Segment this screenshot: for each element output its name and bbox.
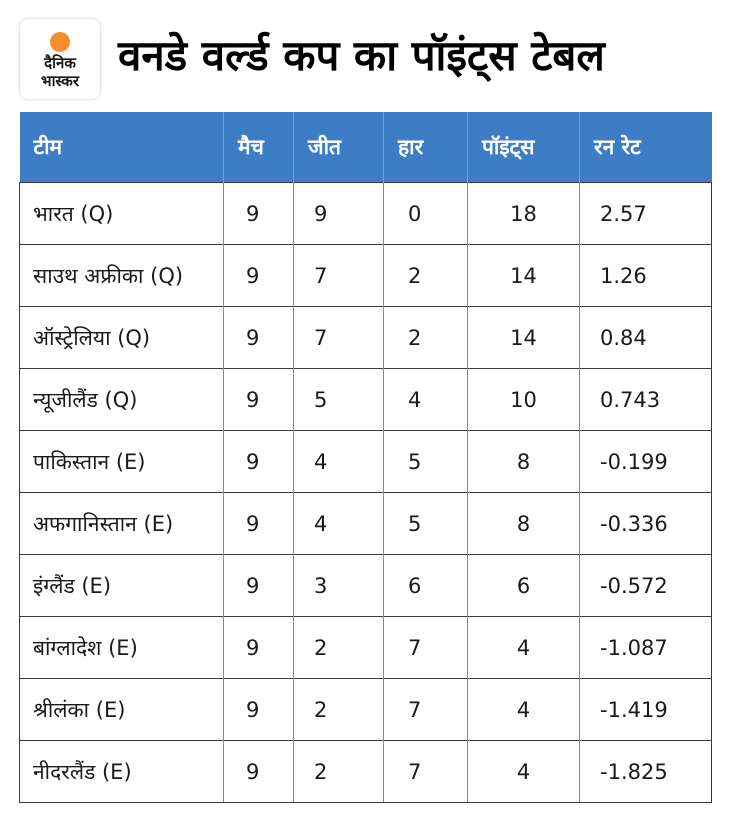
table-header-row xyxy=(20,112,712,183)
header-points: पॉइंट्स xyxy=(468,112,580,183)
losses-cell: 5 xyxy=(384,493,468,555)
header-wins: जीत xyxy=(294,112,384,183)
run-rate-cell: 2.57 xyxy=(580,183,712,245)
losses-cell: 4 xyxy=(384,369,468,431)
losses-cell: 5 xyxy=(384,431,468,493)
team-cell: साउथ अफ्रीका (Q) xyxy=(20,245,224,307)
header-matches: मैच xyxy=(224,112,294,183)
run-rate-cell: -0.336 xyxy=(580,493,712,555)
wins-cell: 7 xyxy=(294,307,384,369)
points-cell: 4 xyxy=(468,741,580,803)
table-row xyxy=(20,741,712,803)
table-row xyxy=(20,493,712,555)
team-cell: पाकिस्तान (E) xyxy=(20,431,224,493)
team-cell: श्रीलंका (E) xyxy=(20,679,224,741)
points-cell: 14 xyxy=(468,307,580,369)
sun-icon xyxy=(50,32,70,52)
run-rate-cell: 1.26 xyxy=(580,245,712,307)
run-rate-cell: 0.743 xyxy=(580,369,712,431)
matches-cell: 9 xyxy=(224,431,294,493)
header-losses: हार xyxy=(384,112,468,183)
losses-cell: 0 xyxy=(384,183,468,245)
wins-cell: 2 xyxy=(294,617,384,679)
table-row xyxy=(20,679,712,741)
points-cell: 8 xyxy=(468,493,580,555)
losses-cell: 2 xyxy=(384,307,468,369)
logo-text-line2: भास्कर xyxy=(41,72,79,90)
points-cell: 4 xyxy=(468,679,580,741)
points-cell: 6 xyxy=(468,555,580,617)
points-cell: 18 xyxy=(468,183,580,245)
points-cell: 14 xyxy=(468,245,580,307)
wins-cell: 5 xyxy=(294,369,384,431)
run-rate-cell: -1.825 xyxy=(580,741,712,803)
table-row xyxy=(20,617,712,679)
header-run-rate: रन रेट xyxy=(580,112,712,183)
table-row xyxy=(20,431,712,493)
header-team: टीम xyxy=(20,112,224,183)
losses-cell: 6 xyxy=(384,555,468,617)
matches-cell: 9 xyxy=(224,679,294,741)
run-rate-cell: -1.087 xyxy=(580,617,712,679)
logo-text-line1: दैनिक xyxy=(44,54,76,72)
wins-cell: 2 xyxy=(294,741,384,803)
wins-cell: 9 xyxy=(294,183,384,245)
table-row xyxy=(20,183,712,245)
table-row xyxy=(20,555,712,617)
points-cell: 10 xyxy=(468,369,580,431)
team-cell: नीदरलैंड (E) xyxy=(20,741,224,803)
table-body xyxy=(20,183,712,803)
matches-cell: 9 xyxy=(224,369,294,431)
table-row xyxy=(20,369,712,431)
matches-cell: 9 xyxy=(224,741,294,803)
wins-cell: 4 xyxy=(294,493,384,555)
table-row xyxy=(20,307,712,369)
matches-cell: 9 xyxy=(224,617,294,679)
run-rate-cell: -0.572 xyxy=(580,555,712,617)
page-title: वनडे वर्ल्ड कप का पॉइंट्स टेबल xyxy=(118,31,605,80)
table-row xyxy=(20,245,712,307)
points-cell: 4 xyxy=(468,617,580,679)
team-cell: बांग्लादेश (E) xyxy=(20,617,224,679)
points-table xyxy=(19,112,712,803)
dainik-bhaskar-logo xyxy=(20,19,100,99)
run-rate-cell: 0.84 xyxy=(580,307,712,369)
matches-cell: 9 xyxy=(224,555,294,617)
matches-cell: 9 xyxy=(224,307,294,369)
run-rate-cell: -0.199 xyxy=(580,431,712,493)
points-cell: 8 xyxy=(468,431,580,493)
matches-cell: 9 xyxy=(224,245,294,307)
team-cell: इंग्लैंड (E) xyxy=(20,555,224,617)
wins-cell: 7 xyxy=(294,245,384,307)
wins-cell: 2 xyxy=(294,679,384,741)
losses-cell: 7 xyxy=(384,679,468,741)
team-cell: न्यूजीलैंड (Q) xyxy=(20,369,224,431)
wins-cell: 4 xyxy=(294,431,384,493)
team-cell: ऑस्ट्रेलिया (Q) xyxy=(20,307,224,369)
team-cell: अफगानिस्तान (E) xyxy=(20,493,224,555)
matches-cell: 9 xyxy=(224,493,294,555)
losses-cell: 7 xyxy=(384,617,468,679)
team-cell: भारत (Q) xyxy=(20,183,224,245)
wins-cell: 3 xyxy=(294,555,384,617)
losses-cell: 7 xyxy=(384,741,468,803)
losses-cell: 2 xyxy=(384,245,468,307)
run-rate-cell: -1.419 xyxy=(580,679,712,741)
matches-cell: 9 xyxy=(224,183,294,245)
